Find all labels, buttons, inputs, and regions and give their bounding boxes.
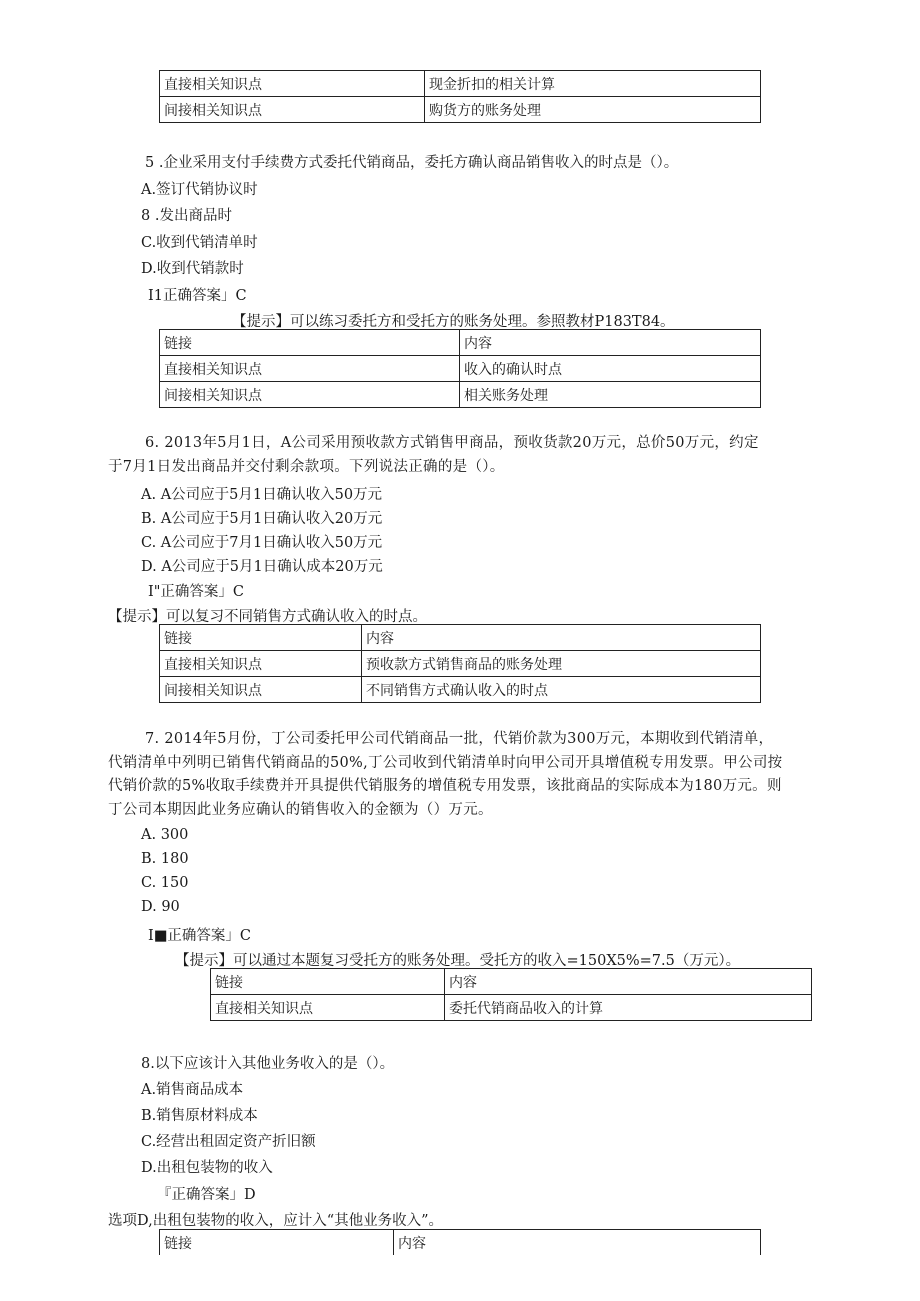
knowledge-table-top (159, 70, 761, 123)
question-5-answer: I1正确答案」C (148, 288, 247, 304)
table-header-row (211, 969, 812, 995)
knowledge-table-q7 (210, 968, 812, 1021)
question-7-option-d: D. 90 (141, 899, 180, 915)
knowledge-table-q6 (159, 624, 761, 703)
question-6-option-a: A. A公司应于5月1日确认收入50万元 (141, 487, 383, 503)
question-8-option-c: C.经营出租固定资产折旧额 (141, 1134, 316, 1150)
question-5-option-c: C.收到代销清单时 (141, 235, 258, 251)
question-5-option-d: D.收到代销款时 (141, 261, 244, 277)
question-8-answer: 『正确答案」D (157, 1187, 256, 1203)
question-5-option-b: 8 .发出商品时 (141, 208, 232, 224)
table-row (160, 71, 761, 97)
stem-line: 代销清单中列明已销售代销商品的50%,丁公司收到代销清单时向甲公司开具增值税专用发票。甲公司按 (108, 754, 783, 771)
question-8-stem: 8.以下应该计入其他业务收入的是（）。 (141, 1056, 395, 1072)
table-cell: 直接相关知识点 (160, 356, 460, 382)
question-5-stem: 5 .企业采用支付手续费方式委托代销商品，委托方确认商品销售收入的时点是（）。 (145, 155, 679, 171)
question-8-hint: 选项D,出租包装物的收入，应计入“其他业务收入”。 (108, 1213, 444, 1229)
question-7-option-c: C. 150 (141, 875, 189, 891)
table-header-cell: 内容 (445, 969, 812, 995)
table-header-cell: 链接 (160, 330, 460, 356)
table-header-row (160, 1230, 761, 1256)
table-header-cell: 链接 (211, 969, 445, 995)
table-row (160, 382, 761, 408)
question-6-option-c: C. A公司应于7月1日确认收入50万元 (141, 535, 383, 551)
table-row (160, 97, 761, 123)
table-cell: 直接相关知识点 (160, 651, 362, 677)
stem-line: 6. 2013年5月1日，A公司采用预收款方式销售甲商品，预收货款20万元，总价50万元，约定 (145, 435, 759, 451)
question-6-stem (108, 432, 808, 479)
knowledge-table-q5 (159, 329, 761, 408)
question-6-option-d: D. A公司应于5月1日确认成本20万元 (141, 559, 383, 575)
table-cell: 直接相关知识点 (160, 71, 425, 97)
table-header-cell: 内容 (362, 625, 761, 651)
table-cell: 委托代销商品收入的计算 (445, 995, 812, 1021)
knowledge-table-q8 (159, 1229, 761, 1255)
question-5-hint: 【提示】可以练习委托方和受托方的账务处理。参照教材P183T84。 (232, 314, 675, 330)
table-cell: 间接相关知识点 (160, 677, 362, 703)
table-cell: 购货方的账务处理 (425, 97, 761, 123)
table-cell: 收入的确认时点 (460, 356, 761, 382)
question-7-stem (108, 728, 808, 822)
table-header-cell: 链接 (160, 625, 362, 651)
table-header-cell: 内容 (394, 1230, 761, 1256)
table-row (160, 356, 761, 382)
table-cell: 直接相关知识点 (211, 995, 445, 1021)
table-row (211, 995, 812, 1021)
question-7-option-a: A. 300 (141, 827, 189, 843)
question-7-hint: 【提示】可以通过本题复习受托方的账务处理。受托方的收入=150X5%=7.5（万元）。 (175, 953, 741, 969)
question-6-answer: I"正确答案」C (148, 584, 244, 600)
table-header-cell: 链接 (160, 1230, 394, 1256)
table-cell: 间接相关知识点 (160, 97, 425, 123)
table-cell: 不同销售方式确认收入的时点 (362, 677, 761, 703)
question-7-option-b: B. 180 (141, 851, 189, 867)
stem-line: 7. 2014年5月份，丁公司委托甲公司代销商品一批，代销价款为300万元，本期收到代销清单， (145, 731, 774, 747)
question-8-option-b: B.销售原材料成本 (141, 1108, 258, 1124)
table-row (160, 651, 761, 677)
question-6-option-b: B. A公司应于5月1日确认收入20万元 (141, 511, 383, 527)
table-header-row (160, 330, 761, 356)
question-8-option-d: D.出租包装物的收入 (141, 1160, 273, 1176)
question-6-hint: 【提示】可以复习不同销售方式确认收入的时点。 (108, 609, 427, 625)
question-8-option-a: A.销售商品成本 (141, 1082, 244, 1098)
table-cell: 相关账务处理 (460, 382, 761, 408)
table-cell: 预收款方式销售商品的账务处理 (362, 651, 761, 677)
table-header-cell: 内容 (460, 330, 761, 356)
table-cell: 间接相关知识点 (160, 382, 460, 408)
table-row (160, 677, 761, 703)
table-header-row (160, 625, 761, 651)
stem-line: 于7月1日发出商品并交付剩余款项。下列说法正确的是（）。 (108, 458, 505, 475)
stem-line: 代销价款的5%收取手续费并开具提供代销服务的增值税专用发票，该批商品的实际成本为180万元。则 (108, 778, 782, 794)
table-cell: 现金折扣的相关计算 (425, 71, 761, 97)
stem-line: 丁公司本期因此业务应确认的销售收入的金额为（）万元。 (108, 801, 493, 818)
question-5-option-a: A.签订代销协议时 (141, 182, 258, 198)
question-7-answer: I■正确答案」C (148, 928, 252, 944)
